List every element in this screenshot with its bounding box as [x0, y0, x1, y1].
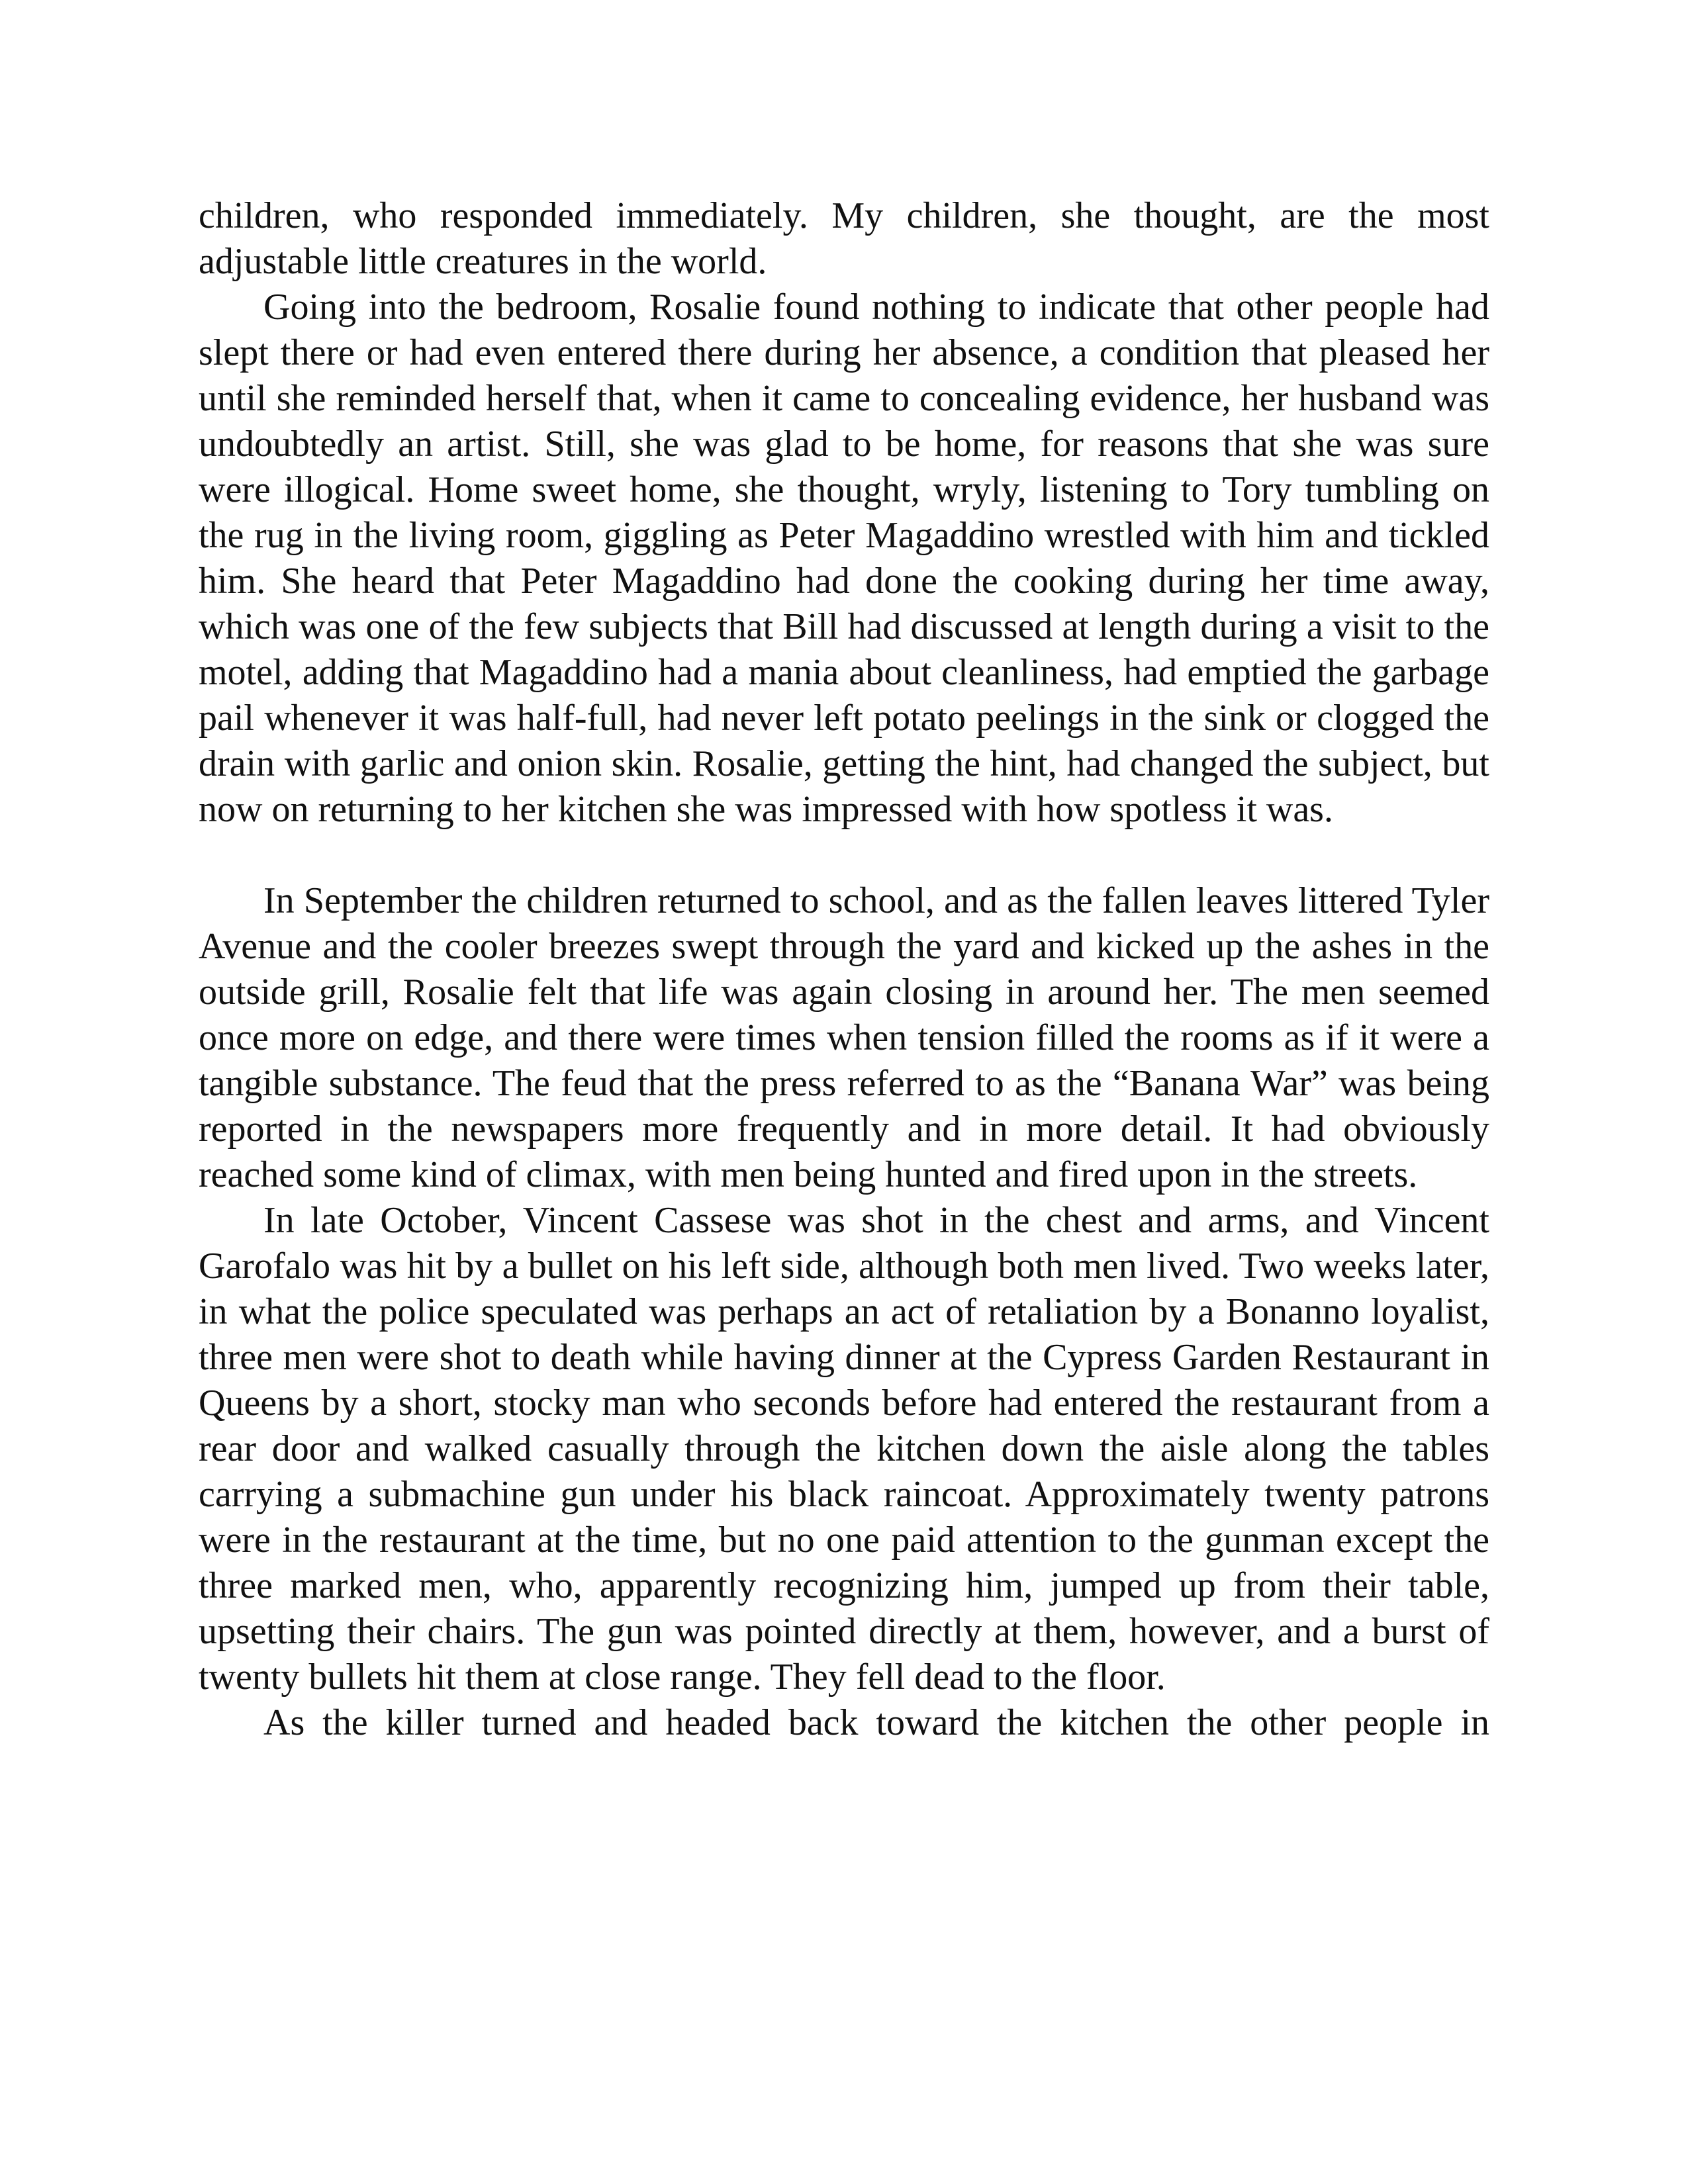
paragraph-1: children, who responded immediately. My children, she thought, are the most adjustable little creatures in the world. [199, 195, 1489, 282]
paragraph-5: As the killer turned and headed back toward the kitchen the other people in [263, 1702, 1489, 1743]
section-break [199, 833, 1489, 878]
paragraph-2: Going into the bedroom, Rosalie found nothing to indicate that other people had slept there or had even entered there during her absence, a condition that pleased her until she reminded herself that, when it came to concealing evidence, her husband was undoubtedly an artist. Still, she was glad to be home, for reasons that she was sure were illogical. Home sweet home, she thought, wryly, listening to Tory tumbling on the rug in the living room, giggling as Peter Magaddino wrestled with him and tickled him. She heard that Peter Magaddino had done the cooking during her time away, which was one of the few subjects that Bill had discussed at length during a visit to the motel, adding that Magaddino had a mania about cleanliness, had emptied the garbage pail whenever it was half-full, had never left potato peelings in the sink or clogged the drain with garlic and onion skin. Rosalie, getting the hint, had changed the subject, but now on returning to her kitchen she was impressed with how spotless it was. [199, 287, 1489, 830]
paragraph-3: In September the children returned to school, and as the fallen leaves littered Tyler Avenue and the cooler breezes swept through the yard and kicked up the ashes in the outside grill, Rosalie felt that life was again closing in around her. The men seemed once more on edge, and there were times when tension filled the rooms as if it were a tangible substance. The feud that the press referred to as the “Banana War” was being reported in the newspapers more frequently and in more detail. It had obviously reached some kind of climax, with men being hunted and fired upon in the streets. [199, 880, 1489, 1195]
paragraph-4: In late October, Vincent Cassese was shot in the chest and arms, and Vincent Garofalo was hit by a bullet on his left side, although both men lived. Two weeks later, in what the police speculated was perhaps an act of retaliation by a Bonanno loyalist, three men were shot to death while having dinner at the Cypress Garden Restaurant in Queens by a short, stocky man who seconds before had entered the restaurant from a rear door and walked casually through the kitchen down the aisle along the tables carrying a submachine gun under his black raincoat. Approximately twenty patrons were in the restaurant at the time, but no one paid attention to the gunman except the three marked men, who, apparently recognizing him, jumped up from their table, upsetting their chairs. The gun was pointed directly at them, however, and a burst of twenty bullets hit them at close range. They fell dead to the floor. [199, 1200, 1489, 1698]
document-page [199, 193, 1489, 1746]
